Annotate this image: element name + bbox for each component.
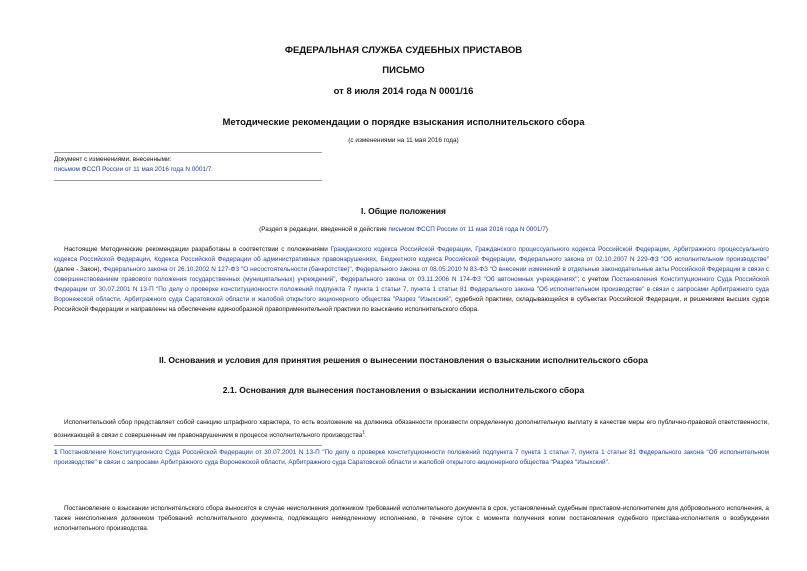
section-1-edition-note (0, 225, 807, 235)
law-link[interactable]: Федерального закона от 08.05.2010 N 83-ФЗ "О внесении изменений в отдельные законодательные акты Российской Федерации в связи с совершенствованием правового положения государственных (муниципальных) учреждений" (54, 266, 769, 283)
law-link[interactable]: Гражданского кодекса Российской Федерации (330, 246, 471, 253)
text-run: (далее - Закон), (54, 266, 104, 273)
document-date-number: от 8 июля 2014 года N 0001/16 (333, 86, 474, 97)
document-type: ПИСЬМО (382, 65, 425, 76)
law-link[interactable]: Кодекса Российской Федерации об административных правонарушениях (154, 256, 377, 263)
changes-note-label: Документ с изменениями, внесенными: (54, 156, 172, 163)
section-2-paragraph-1 (54, 418, 769, 441)
footnote-reference[interactable]: 1 (362, 430, 366, 436)
law-link[interactable]: Федерального закона от 03.11.2006 N 174-ФЗ "Об автономных учреждениях" (340, 276, 578, 283)
footnote-link[interactable]: Постановление Конституционного Суда Российской Федерации от 30.07.2001 N 13-П "По делу о проверке конституционности положений подпункта 7 пункта 1 статьи 7, пункта 1 статьи 81 Федерального закона "Об исполнительном производстве" в связи с запросами Арбитражного суда Воронежской области, Арбитражного суда Саратовской области и жалобой открытого акционерного общества "Разрез "Изыхский". (54, 449, 770, 466)
law-link[interactable]: Федерального закона от 26.10.2002 N 127-ФЗ "О несостоятельности (банкротстве)" (103, 266, 352, 273)
footnote (54, 448, 769, 468)
edition-suffix: ) (545, 226, 548, 233)
text-run: ; с учетом (577, 276, 612, 283)
text-run: . (365, 432, 367, 440)
footnote-rule (54, 445, 322, 446)
text-run: Исполнительский сбор представляет собой санкцию штрафного характера, то есть возложение на должника обязанности произвести определенную дополнительную выплату в качестве меры его публично-правовой ответственности, возникающей в связи с совершенным им правонарушением в процессе исполнительного производства (54, 419, 769, 440)
section-2-paragraph-2: Постановление о взыскании исполнительского сбора выносится в случае неисполнения должником требований исполнительного документа в срок, установленный судебным приставом-исполнителем для добровольного исполнения, а также неисполнения должником требований исполнительного документа, подлежащего немедленному исполнению, в течение суток с момента получения копии постановления судебного пристава-исполнителя о возбуждении исполнительного производства. (54, 505, 769, 532)
text-run: , (514, 256, 520, 263)
text-run: , судебной практики, складывающейся в субъектах Российской Федерации, и решениями высших судов Российской Федерации и направлены на обеспечение единообразной правоприменительной практики по взысканию исполнительского сбора. (54, 296, 769, 313)
text-run: Настоящие Методические рекомендации разработаны в соответствии с положениями (64, 246, 331, 253)
footnote-marker: 1 (54, 449, 58, 456)
text-run: , (470, 246, 476, 253)
law-link[interactable]: Гражданского процессуального кодекса Российской Федерации (475, 246, 669, 253)
law-link[interactable]: Арбитражного процессуального кодекса Российской Федерации (54, 246, 769, 263)
section-2-1-heading: 2.1. Основания для вынесения постановления о взыскании исполнительского сбора (222, 385, 585, 395)
edition-prefix: (Раздел в редакции, введенной в действие (259, 226, 389, 233)
section-1-paragraph (54, 245, 769, 315)
law-link[interactable]: Бюджетного кодекса Российской Федерации (380, 256, 515, 263)
section-1-heading: I. Общие положения (361, 206, 446, 216)
agency-name: ФЕДЕРАЛЬНАЯ СЛУЖБА СУДЕБНЫХ ПРИСТАВОВ (284, 45, 523, 56)
law-link[interactable]: Постановления Конституционного Суда Российской Федерации от 30.07.2001 N 13-П "По делу о проверке конституционности положений подпункта 7 пункта 1 статьи 7, пункта 1 статьи 81 Федерального закона "Об исполнительном производстве" в связи с запросами Арбитражного суда Воронежской области, Арбитражного суда Саратовской области и жалобой открытого акционерного общества "Разрез "Изыхский" (54, 276, 769, 303)
changes-note (54, 155, 213, 174)
changes-note-link[interactable]: письмом ФССП России от 11 мая 2016 года N 0001/7. (54, 165, 214, 173)
revision-note: (с изменениями на 11 мая 2016 года) (348, 137, 459, 144)
text-run: , (668, 246, 674, 253)
section-2-heading: II. Основания и условия для принятия решения о вынесении постановления о взыскании исполнительского сбора (158, 355, 649, 365)
text-run: , (335, 276, 341, 283)
text-run: , (149, 256, 155, 263)
law-link[interactable]: Федерального закона от 02.10.2007 N 229-ФЗ "Об исполнительном производстве" (519, 256, 769, 263)
document-title: Методические рекомендации о порядке взыскания исполнительского сбора (222, 117, 585, 128)
text-run: , (351, 266, 356, 273)
note-bottom-rule (54, 180, 322, 181)
note-top-rule (54, 152, 322, 153)
edition-link[interactable]: письмом ФССП России от 11 мая 2016 года N 0001/7 (388, 226, 546, 233)
text-run: , (376, 256, 381, 263)
